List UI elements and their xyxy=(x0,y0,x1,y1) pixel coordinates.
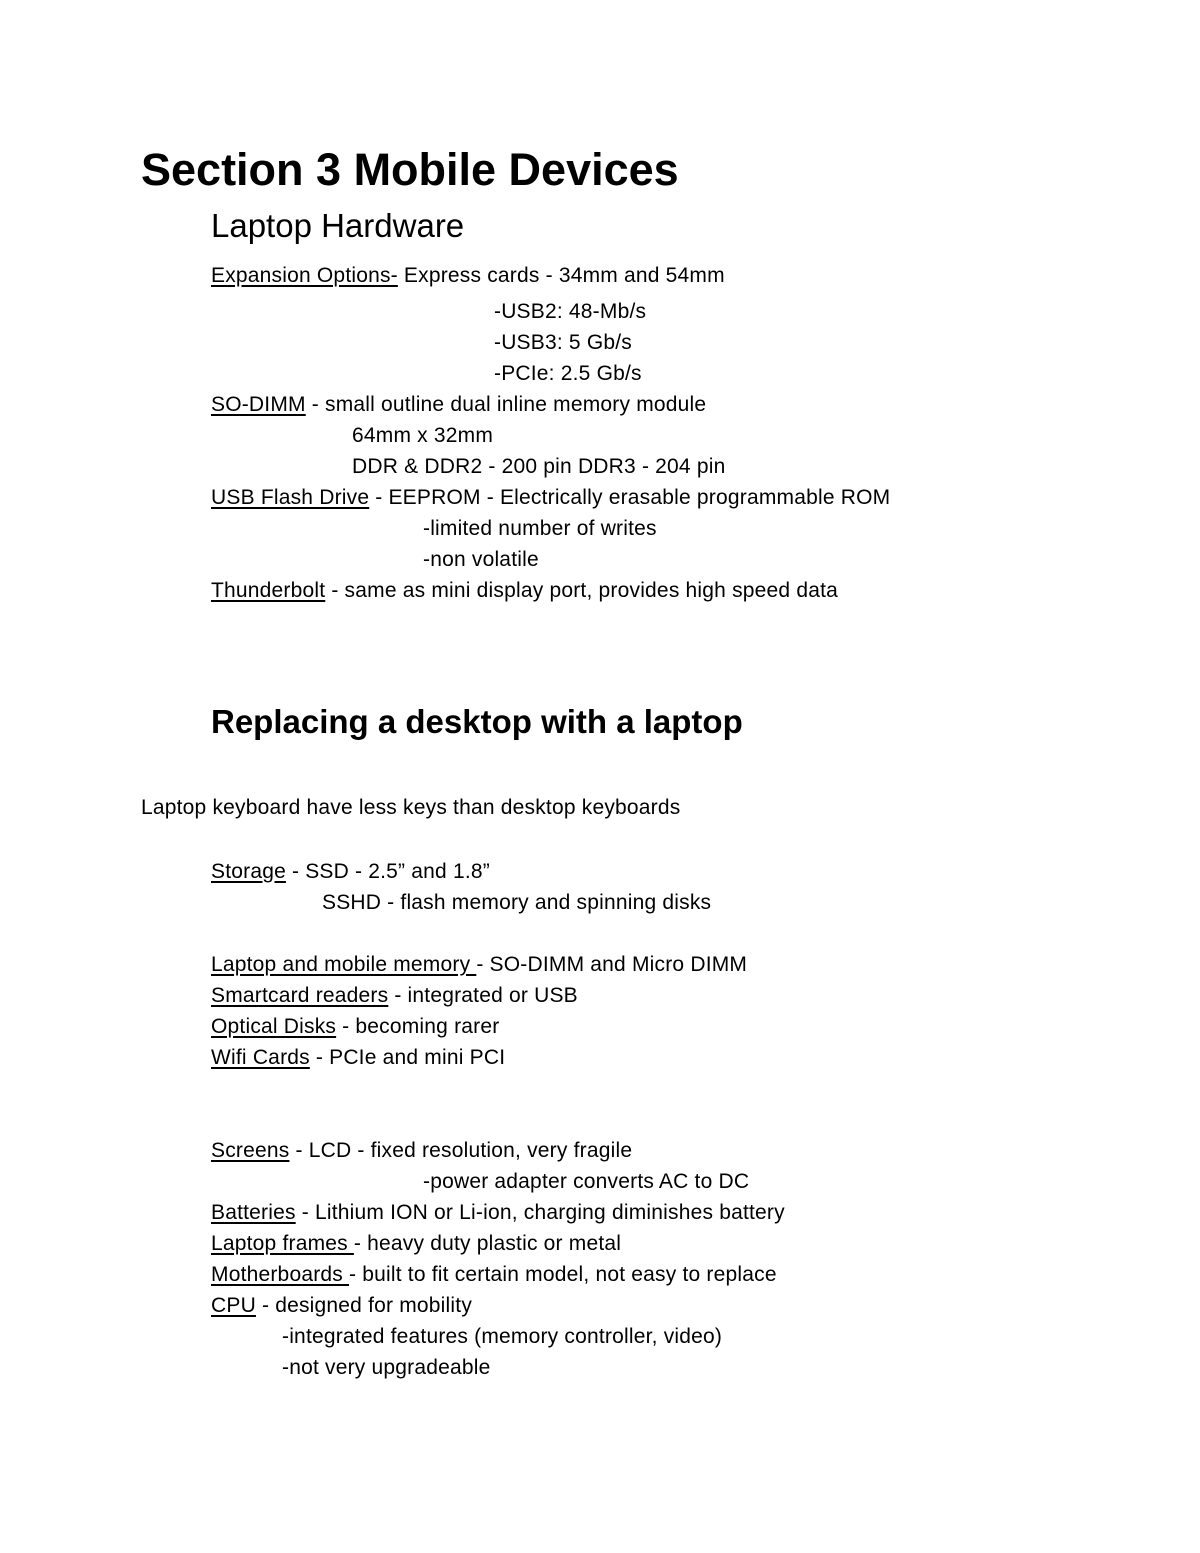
sodimm-sub-size: 64mm x 32mm xyxy=(352,424,494,447)
thunderbolt-line xyxy=(211,579,838,603)
smartcard-line xyxy=(211,984,578,1008)
expansion-sub-usb3: -USB3: 5 Gb/s xyxy=(494,331,632,354)
screens-sub-power: -power adapter converts AC to DC xyxy=(423,1170,750,1193)
memory-line xyxy=(211,953,747,977)
screens-term: Screens xyxy=(211,1139,290,1162)
expansion-options-desc: Express cards - 34mm and 54mm xyxy=(397,264,725,287)
screens-desc: - LCD - fixed resolution, very fragile xyxy=(289,1139,633,1162)
screens-line xyxy=(211,1139,632,1163)
sodimm-term: SO-DIMM xyxy=(211,393,306,416)
frames-desc: - heavy duty plastic or metal xyxy=(353,1232,622,1255)
cpu-desc: - designed for mobility xyxy=(255,1294,473,1317)
thunderbolt-term: Thunderbolt xyxy=(211,579,326,602)
usb-flash-desc: - EEPROM - Electrically erasable programmable ROM xyxy=(369,486,891,509)
usb-flash-sub-writes: -limited number of writes xyxy=(423,517,657,540)
optical-term: Optical Disks xyxy=(211,1015,337,1038)
expansion-options-line xyxy=(211,264,725,288)
cpu-sub-integrated: -integrated features (memory controller, video) xyxy=(282,1325,723,1348)
wifi-term: Wifi Cards xyxy=(211,1046,310,1069)
smartcard-desc: - integrated or USB xyxy=(388,984,578,1007)
cpu-line xyxy=(211,1294,472,1318)
motherboards-line xyxy=(211,1263,777,1287)
smartcard-term: Smartcard readers xyxy=(211,984,389,1007)
frames-line xyxy=(211,1232,621,1256)
usb-flash-sub-volatile: -non volatile xyxy=(423,548,539,571)
batteries-line xyxy=(211,1201,785,1225)
batteries-term: Batteries xyxy=(211,1201,296,1224)
sodimm-line xyxy=(211,393,706,417)
wifi-desc: - PCIe and mini PCI xyxy=(309,1046,506,1069)
sodimm-desc: - small outline dual inline memory module xyxy=(305,393,707,416)
laptop-hardware-heading: Laptop Hardware xyxy=(211,207,465,244)
expansion-sub-usb2: -USB2: 48-Mb/s xyxy=(494,300,647,323)
replacing-heading: Replacing a desktop with a laptop xyxy=(211,703,743,740)
expansion-sub-pcie: -PCIe: 2.5 Gb/s xyxy=(494,362,642,385)
memory-desc: - SO-DIMM and Micro DIMM xyxy=(476,953,748,976)
cpu-sub-upgradeable: -not very upgradeable xyxy=(282,1356,491,1379)
wifi-line xyxy=(211,1046,505,1070)
sodimm-sub-pins: DDR & DDR2 - 200 pin DDR3 - 204 pin xyxy=(352,455,726,478)
batteries-desc: - Lithium ION or Li-ion, charging diminishes battery xyxy=(295,1201,785,1224)
storage-desc: - SSD - 2.5” and 1.8” xyxy=(285,860,490,883)
motherboards-desc: - built to fit certain model, not easy to replace xyxy=(349,1263,777,1286)
motherboards-term: Motherboards xyxy=(211,1263,350,1286)
memory-term: Laptop and mobile memory xyxy=(211,953,477,976)
optical-desc: - becoming rarer xyxy=(336,1015,500,1038)
keyboard-note: Laptop keyboard have less keys than desktop keyboards xyxy=(141,796,681,819)
usb-flash-term: USB Flash Drive xyxy=(211,486,370,509)
thunderbolt-desc: - same as mini display port, provides high speed data xyxy=(325,579,839,602)
usb-flash-line xyxy=(211,486,890,510)
storage-term: Storage xyxy=(211,860,286,883)
storage-sub-sshd: SSHD - flash memory and spinning disks xyxy=(322,891,712,914)
cpu-term: CPU xyxy=(211,1294,256,1317)
page-title: Section 3 Mobile Devices xyxy=(141,144,679,195)
frames-term: Laptop frames xyxy=(211,1232,354,1255)
optical-line xyxy=(211,1015,499,1039)
expansion-options-term: Expansion Options- xyxy=(211,264,398,287)
storage-line xyxy=(211,860,490,884)
